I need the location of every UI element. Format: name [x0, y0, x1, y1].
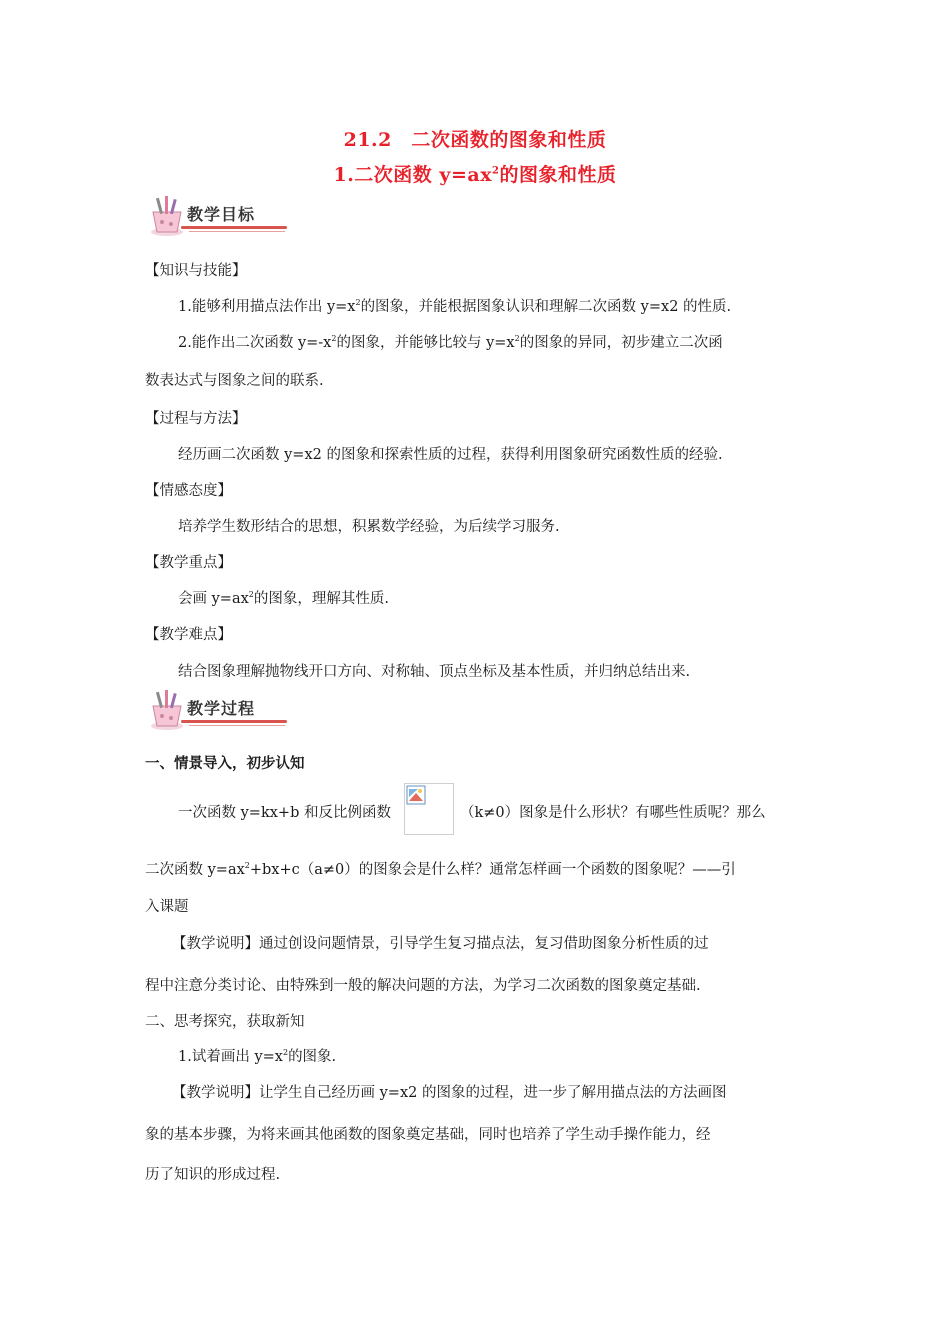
attitude-header: 【情感态度】 [145, 483, 232, 499]
pen-cup-icon [145, 194, 189, 238]
attitude-text: 培养学生数形结合的思想，积累数学经验，为后续学习服务. [178, 519, 560, 535]
key-points-text: 会画 $y=ax^2$的图象，理解其性质. [178, 590, 389, 607]
badge-label: 教学目标 [187, 205, 256, 224]
knowledge-item-2-cont: 数表达式与图象之间的联系. [145, 373, 324, 389]
section-2-heading: 二、思考探究，获取新知 [145, 1014, 305, 1030]
difficulty-header: 【教学难点】 [145, 627, 232, 643]
badge-underline-thin [189, 231, 285, 232]
knowledge-item-1: 1.能够利用描点法作出 $y=x^2$的图象，并能根据图象认识和理解二次函数 y=x2 的性质. [178, 298, 732, 315]
process-method-text: 经历画二次函数 y=x2 的图象和探索性质的过程，获得利用图象研究函数性质的经验. [178, 447, 723, 463]
lesson-title-sup: 2 [492, 165, 500, 177]
section-2-note-line1: 【教学说明】让学生自己经历画 y=x2 的图象的过程，进一步了解用描点法的方法画图 [172, 1085, 727, 1101]
lesson-title-pre: 1.二次函数 y=ax [333, 164, 493, 186]
key-points-header: 【教学重点】 [145, 555, 232, 571]
section-1-p1-post: （k≠0）图象是什么形状？有哪些性质呢？那么 [460, 805, 766, 821]
section-2-note-line2: 象的基本步骤，为将来画其他函数的图象奠定基础，同时也培养了学生动手操作能力，经 [145, 1127, 711, 1143]
section-1-p1-pre: 一次函数 y=kx+b 和反比例函数 [178, 805, 391, 821]
process-method-header: 【过程与方法】 [145, 411, 247, 427]
lesson-title [0, 160, 950, 187]
section-2-item-1: 1.试着画出 $y=x^2$的图象. [178, 1048, 337, 1065]
section-1-p1-line3: 入课题 [145, 899, 189, 915]
badge-underline [181, 720, 287, 723]
section-title: 21.2 二次函数的图象和性质 [343, 129, 607, 151]
badge-underline-thin [189, 725, 285, 726]
inline-formula-image [404, 783, 454, 835]
pen-cup-icon [145, 688, 189, 732]
knowledge-header: 【知识与技能】 [145, 263, 247, 279]
section-2-note-line3: 历了知识的形成过程. [145, 1167, 281, 1183]
section-1-heading: 一、情景导入，初步认知 [145, 756, 305, 772]
lesson-title-post: 的图象和性质 [499, 164, 617, 186]
badge-label: 教学过程 [187, 699, 256, 718]
section-1-p1-line2: 二次函数 $y=ax^2+bx+c(a\ne 0)$的图象会是什么样？通常怎样画一个函数的图象呢？——引 [145, 861, 736, 878]
difficulty-text: 结合图象理解抛物线开口方向、对称轴、顶点坐标及基本性质，并归纳总结出来. [178, 664, 691, 680]
knowledge-item-2: 2.能作出二次函数 $y=-x^2$的图象，并能够比较与 $y=x^2$的图象的异同，初步建立二次函 [178, 334, 723, 351]
badge-underline [181, 226, 287, 229]
teaching-process-badge [145, 688, 290, 732]
section-1-note-line2: 程中注意分类讨论、由特殊到一般的解决问题的方法，为学习二次函数的图象奠定基础. [145, 978, 701, 994]
section-1-note-line1: 【教学说明】通过创设问题情景，引导学生复习描点法，复习借助图象分析性质的过 [172, 936, 709, 952]
teaching-goals-badge [145, 194, 290, 238]
broken-image-icon [406, 785, 426, 805]
